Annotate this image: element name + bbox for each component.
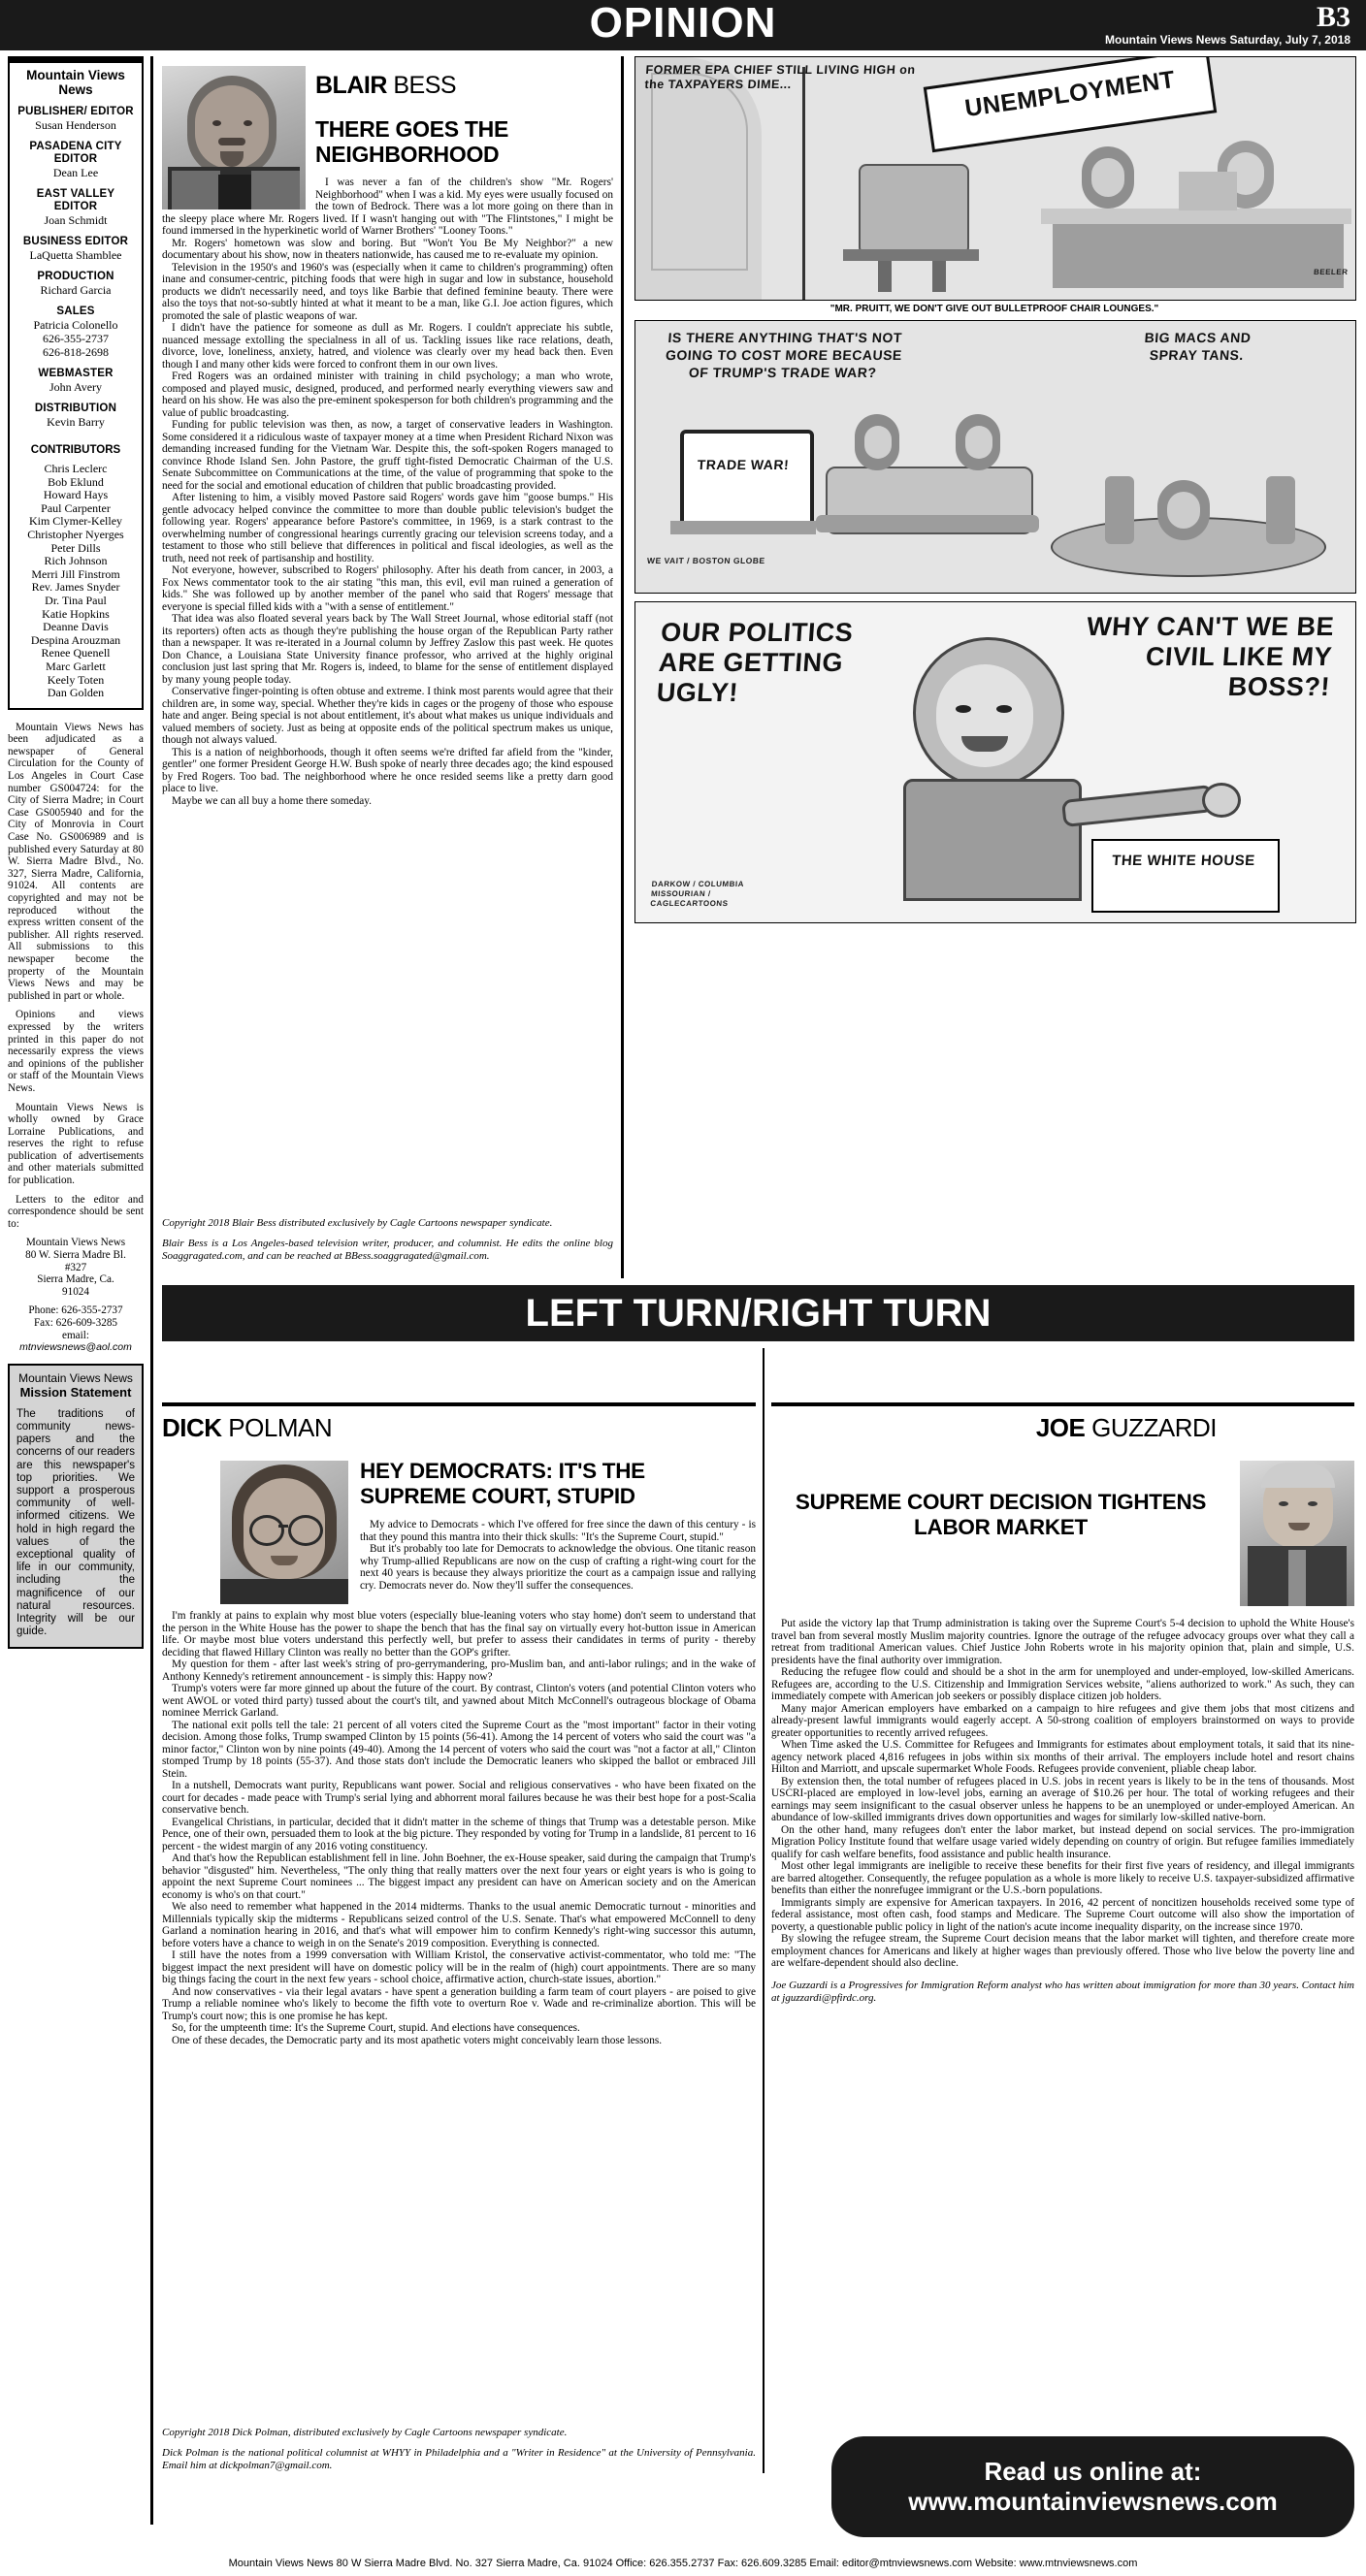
article-paragraph: Most other legal immigrants are ineligible to receive these benefits for their first five years of residency, and illegal immigrants are barred altogether. Consequently, the refugee population as a whole is more likely to receive U.S. taxpayer-subsidized affirmative benefits than either the nonrefugee immigrant or the U.S.-born populations. — [771, 1860, 1354, 1896]
cartoon-trade-war — [634, 320, 1356, 594]
cartoon2-bubble-right: BIG MACS AND SPRAY TANS. — [1144, 330, 1252, 363]
article-paragraph: Put aside the victory lap that Trump administration is taking over the Supreme Court's 5-4 decision to uphold the White House's travel ban from several mostly Muslim majority countries. Ignore the outrage of the refugee advocacy groups over what they call a retreat from traditional American values. Chief Justice John Roberts wrote in his majority opinion that, plain and simple, U.S. presidents have the final authority over immigration. — [771, 1618, 1354, 1666]
dick-polman-article — [162, 1414, 756, 2046]
guzzardi-body — [771, 1618, 1354, 1970]
polman-byline-first: DICK — [162, 1413, 222, 1442]
article-paragraph: Not everyone, however, subscribed to Rogers' philosophy. After his death from cancer, in 2003, a Fox News commentator took to the air stating "this man, this evil, evil man ruined a generation of kids." She was followed up by another member of the panel who said that Rogers' message that everyone is special filled kids with a "with a sense of entitlement." — [162, 564, 613, 613]
polman-copyright: Copyright 2018 Dick Polman, distributed exclusively by Cagle Cartoons newspaper syndicate. — [162, 2427, 568, 2438]
page-header — [0, 0, 1366, 50]
polman-headline: HEY DEMOCRATS: IT'S THE SUPREME COURT, STUPID — [360, 1459, 645, 1508]
article-paragraph: Funding for public television was then, as now, a target of conservative leaders in Washington. Some considered it a ridiculous waste of taxpayer money at a time when President Richard Nixon was demanding increased funding for the Vietnam War. Despite this, the soft-spoken Rogers managed to convince Rhode Island Sen. John Pastore, the gruff tight-fisted Democratic Chairman of the U.S. Senate Subcommittee on Communications at the time, of the value of programming that spoke to the need for the social and emotional education of children that public broadcasting provided. — [162, 419, 613, 492]
article-paragraph: When Time asked the U.S. Committee for Refugees and Immigrants for estimates about employment totals, it said that its nine-agency network placed 4,816 refugees in jobs within six months of their arrival. The employers include hotel and resort chains Hilton and Marriott, and upscale supermarket Whole Foods. Refugees provide convenient, pliable cheap labor. — [771, 1739, 1354, 1775]
guzzardi-byline — [771, 1414, 1354, 1441]
article-paragraph: So, for the umpteenth time: It's the Supreme Court, stupid. And elections have consequences. — [172, 2022, 580, 2034]
address-line-1: Mountain Views News — [25, 1237, 126, 1249]
staff-role: PASADENA CITY EDITOR — [29, 141, 122, 165]
blair-bio: Blair Bess is a Los Angeles-based television writer, producer, and columnist. He edits the online blog Soaggragated.com, and can be reached at BBess.soaggragated@gmail.com. — [162, 1238, 613, 1262]
guzzardi-top-rule — [771, 1402, 1354, 1406]
article-paragraph: By extension then, the total number of refugees placed in U.S. jobs in recent years is likely to be in the tens of thousands. Most USCRI-placed are employed in low-level jobs, earning an average of $10.26 per hour. The total of working refugees and their earnings may seem insignificant to the casual observer unless he happens to be an unemployed or under-employed American. An abundance of low-skilled immigrants drives down opportunities and wages for similarly low-skilled native-born. — [771, 1775, 1354, 1823]
polman-byline-last: POLMAN — [228, 1413, 333, 1442]
article-paragraph: And now conservatives - via their legal avatars - have spent a generation building a farm team of court players - are poised to give Trump a reliable nominee who's likely to become the fifth vote to overturn Roe v. Wade and re-criminalize abortion. This will be Trump's court now; this is one promise he has kept. — [162, 1985, 756, 2022]
cartoon2-tv-text: TRADE WAR! — [697, 457, 790, 472]
section-banner-left-right-turn — [162, 1285, 1354, 1341]
address-line-5: 91024 — [62, 1285, 89, 1298]
contributor-name: Renee Quenell — [41, 646, 111, 660]
staff-name: Kevin Barry — [47, 415, 105, 429]
staff-list — [15, 106, 137, 429]
staff-name: Richard Garcia — [40, 283, 112, 297]
contributor-name: Katie Hopkins — [42, 606, 110, 621]
article-paragraph: My advice to Democrats - which I've offered for free since the dawn of this century - is that they pound this mantra into their thick skulls: "It's the Supreme Court, stupid." — [360, 1519, 756, 1543]
phone-line: Phone: 626-355-2737 — [28, 1304, 123, 1317]
blair-copyright: Copyright 2018 Blair Bess distributed exclusively by Cagle Cartoons newspaper syndicate. — [162, 1217, 553, 1229]
promo-line-1: Read us online at: — [984, 2457, 1202, 2486]
masthead-sidebar — [8, 56, 144, 1649]
article-paragraph: But it's probably too late for Democrats to acknowledge the obvious. One titanic reason why Trump-allied Republicans are now on the cusp of crafting a right-wing court for the next 40 years is because they always prioritize the court as a campaign issue and rallying cry. Democrats never do. Now they'll suffer the consequences. — [360, 1543, 756, 1592]
contributor-name: Chris Leclerc — [44, 462, 108, 475]
blair-bess-article — [162, 58, 613, 807]
contributor-name: Paul Carpenter — [41, 500, 111, 515]
blair-cartoon-divider — [621, 56, 624, 1278]
polman-guzzardi-divider — [763, 1348, 764, 2473]
page-footer: Mountain Views News 80 W Sierra Madre Blvd. No. 327 Sierra Madre, Ca. 91024 Office: 626.355.2737 Fax: 626.609.3285 Email: editor@mtnviewsnews.com Website: www.mtnviewsnews.com — [228, 2558, 1138, 2569]
guzzardi-credits — [771, 1980, 1354, 2005]
contributor-name: Rev. James Snyder — [31, 580, 120, 595]
guzzardi-bio: Joe Guzzardi is a Progressives for Immigration Reform analyst who has written about immigration for more than 30 years. Contact him at jguzzardi@pfirdc.org. — [771, 1979, 1354, 2004]
staff-name: LaQuetta Shamblee — [29, 248, 122, 262]
contributor-name: Howard Hays — [43, 488, 109, 502]
contributor-name: Keely Toten — [47, 672, 105, 687]
cartoon3-text-right: WHY CAN'T WE BE CIVIL LIKE MY BOSS?! — [1086, 612, 1336, 701]
section-banner-text: LEFT TURN/RIGHT TURN — [525, 1292, 992, 1335]
contributor-name: Deanne Davis — [43, 620, 109, 634]
cartoon1-line-text: FORMER EPA CHIEF STILL LIVING HIGH on the TAXPAYERS DIME... — [644, 63, 917, 91]
article-paragraph: Many major American employers have embarked on a campaign to hire refugees and give them jobs that most citizens and already-present lawful immigrants would eagerly accept. A 50-strong coalition of employers brainstormed on ways to provide greater opportunities to recently arrived refugees. — [771, 1702, 1354, 1739]
article-paragraph: Trump's voters were far more ginned up about the future of the court. By contrast, Clinton's voters (and potential Clinton voters who went AWOL or voted third party) tussed about the court's tilt, and yawned about Mitch McConnell's outrageous blockage of Obama nominee Merrick Garland. — [162, 1683, 756, 1719]
joe-guzzardi-article — [771, 1414, 1354, 2012]
cartoon3-signature: DARKOW / COLUMBIA MISSOURIAN / CAGLECARTOONS — [650, 880, 744, 908]
article-paragraph: I didn't have the patience for someone as dull as Mr. Rogers. I couldn't appreciate his subtle, nuanced message extolling the specialness in all of us. Tackling issues like race relations, death, divorce, love, loneliness, anxiety, hatred, and violence was clearly over my head back then. Even though I and many other kids were forced to confront them in our own lives. — [162, 322, 613, 370]
polman-credits — [162, 2427, 756, 2480]
article-paragraph: Immigrants simply are expensive for American taxpayers. In 2016, 42 percent of noncitizen households received some type of federal assistance, most often cash, food stamps and Medicare. The Supreme Court outcome will also show the importation of poverty, a questionable public policy in light of the nation's acute income inequality disparity, on the increase since 1970. — [771, 1896, 1354, 1933]
fax-line: Fax: 626-609-3285 — [33, 1317, 118, 1329]
contributor-name: Kim Clymer-Kelley — [28, 514, 123, 529]
guzzardi-headline: SUPREME COURT DECISION TIGHTENS LABOR MARKET — [795, 1490, 1207, 1539]
cartoon-pruitt-unemployment — [634, 56, 1356, 301]
cartoon-civil-politics — [634, 601, 1356, 923]
staff-name: Patricia Colonello 626-355-2737 626-818-2698 — [33, 318, 118, 359]
article-paragraph: One of these decades, the Democratic party and its most apathetic voters might conceivably learn those lessons. — [172, 2034, 663, 2046]
article-paragraph: I'm frankly at pains to explain why most blue voters (especially blue-leaning voters who stay home) don't seem to understand that the person in the White House has the power to shape the bench that has the final say on virtually every hot-button issue in American life. Or maybe most blue voters understand this perfectly well, but prefer to assess their candidates in terms of purity - thereby deciding that flawed Hillary Clinton was really no better than the GOP's grifter. — [162, 1610, 756, 1658]
dick-polman-portrait — [220, 1461, 348, 1604]
page-number: B3 — [1316, 1, 1350, 33]
staff-role: PUBLISHER/ EDITOR — [17, 106, 134, 117]
email-label: email: — [62, 1329, 89, 1341]
contributor-name: Marc Garlett — [46, 659, 106, 673]
polman-bio: Dick Polman is the national political columnist at WHYY in Philadelphia and a "Writer in Residence" at the University of Pennsylvania. Email him at dickpolman7@gmail.com. — [162, 2447, 756, 2471]
cartoon3-sign-text: THE WHITE HOUSE — [1111, 853, 1256, 869]
staff-box — [8, 56, 144, 710]
promo-line-2[interactable]: www.mountainviewsnews.com — [908, 2487, 1278, 2516]
mission-line-1: Mountain Views News — [18, 1370, 133, 1385]
polman-lead — [360, 1519, 756, 1592]
address-line-4: Sierra Madre, Ca. — [37, 1273, 114, 1286]
article-paragraph: Evangelical Christians, in particular, decided that it didn't matter in the scheme of things that Trump was a detestable person. Mike Pence, one of their own, persuaded them to look at the big picture. They responded by voting for Trump in a landslide, 81 percent to 16 percent - the widest margin of any 2016 voting constituency. — [162, 1816, 756, 1852]
staff-role: WEBMASTER — [38, 368, 114, 379]
cartoon2-signature: WE VAIT / BOSTON GLOBE — [646, 556, 766, 565]
guzzardi-byline-first: JOE — [1035, 1413, 1086, 1442]
contributors-list — [15, 463, 137, 700]
polman-body — [162, 1610, 756, 2046]
cartoon1-sign-text: UNEMPLOYMENT — [962, 65, 1178, 123]
blair-bess-headline: THERE GOES THE NEIGHBORHOOD — [315, 116, 508, 167]
blair-bess-portrait — [162, 66, 306, 209]
contributor-name: Dan Golden — [47, 686, 105, 700]
guzzardi-byline-last: GUZZARDI — [1091, 1413, 1217, 1442]
staff-role: SALES — [56, 306, 95, 317]
sidebar-divider — [150, 56, 153, 2525]
cartoon1-signature: BEELER — [1313, 268, 1349, 276]
staff-role: EAST VALLEY EDITOR — [36, 188, 115, 212]
article-paragraph: We also need to remember what happened in the 2014 midterms. Thanks to the usual anemic Democratic turnout - minorities and Millennials typically skip the midterms - Republicans seized control of the U.S. Senate. That's what empowered McConnell to deny Garland a nomination hearing in 2016, and that's what will empower him to confirm Kennedy's right-wing successor this autumn, before voters have a chance to weigh in on the Senate's 2019 composition. Everything is connected. — [162, 1901, 756, 1949]
article-paragraph: On the other hand, many refugees don't enter the labor market, but instead depend on social services. The pro-immigration Migration Policy Institute found that welfare usage varied widely depending on country of origin. But refugee families immediately qualify for cash welfare benefits, food assistance and public health insurance. — [771, 1823, 1354, 1860]
mission-statement-box — [8, 1364, 144, 1650]
staff-role: PRODUCTION — [37, 271, 114, 282]
polman-byline — [162, 1414, 756, 1441]
legal-para-3: Mountain Views News is wholly owned by Grace Lorraine Publications, and reserves the right to refuse publication of advertisements and other materials submitted for publication. — [8, 1101, 144, 1187]
address-line-3: #327 — [64, 1261, 87, 1273]
contributor-name: Despina Arouzman — [30, 632, 121, 647]
article-paragraph: Reducing the refugee flow could and should be a shot in the arm for unemployed and under-employed, low-skilled Americans. Refugees are, according to the U.S. Citizenship and Immigration Services website, "aliens authorized to work." As such, they can immediately compete with American job seekers or possibly displace citizen job holders. — [771, 1666, 1354, 1702]
staff-name: John Avery — [49, 380, 103, 394]
article-paragraph: Mr. Rogers' hometown was slow and boring. But "Won't You Be My Neighbor?" a new documentary about his show, now in theaters nationwide, has caused me to re-evaluate my opinion. — [162, 237, 613, 261]
staff-role: DISTRIBUTION — [34, 402, 117, 414]
article-paragraph: My question for them - after last week's string of pro-gerrymandering, pro-Muslim ban, and anti-labor rulings; and in the wake of Anthony Kennedy's retirement announcement - is simply this: Happy now? — [162, 1658, 756, 1683]
polman-top-rule — [162, 1402, 756, 1406]
cartoon-pruitt-caption: "MR. PRUITT, WE DON'T GIVE OUT BULLETPROOF CHAIR LOUNGES." — [829, 304, 1159, 314]
article-paragraph: By slowing the refugee stream, the Supreme Court decision means that the labor market will tighten, and therefore create more employment chances for Americans and likely at higher wages than previously offered. Those who live below the poverty line and are welfare-dependent should also decline. — [771, 1933, 1354, 1969]
article-paragraph: Maybe we can all buy a home there someday. — [172, 794, 372, 807]
legal-para-4: Letters to the editor and correspondence should be sent to: — [8, 1193, 144, 1230]
contributor-name: Christopher Nyerges — [27, 527, 124, 541]
blair-bess-body — [162, 177, 613, 807]
mission-body: The traditions of community news-papers and the concerns of our readers are this newspaper's top priorities. We support a prosperous community of well-informed citizens. We hold in high regard the values of the exceptional quality of life in our community, including the magnificence of our natural resources. Integrity will be our guide. — [16, 1407, 135, 1638]
article-paragraph: That idea was also floated several years back by The Wall Street Journal, whose editorial staff (not its reporters) often acts as though they're publishing the house organ of the Republican Party rather than a newspaper. It was re-iterated in a Journal column by Jeffrey Zaslow this past week. He quotes Don Chance, a Louisiana State University finance professor, who arrived at the highly original conclusion just last spring that Mr. Rogers is, indeed, to blame for the sense of entitlement displayed by many young people today. — [162, 613, 613, 686]
contributor-name: Bob Eklund — [48, 474, 104, 489]
contributor-name: Peter Dills — [50, 540, 101, 555]
joe-guzzardi-portrait — [1240, 1461, 1354, 1606]
staff-name: Dean Lee — [52, 166, 99, 179]
read-online-promo[interactable] — [831, 2436, 1354, 2537]
staff-name: Susan Henderson — [35, 118, 116, 132]
article-paragraph: Television in the 1950's and 1960's was (especially when it came to children's programming) often inane and consumer-centric, pitching foods that were high in sugar and low in substance, household products we didn't necessarily need, and toys like Barbie that defined feminine beauty. There were also the toys that not-so-subtly hinted at what it meant to be a man, like G.I. Joe action figures, which promoted the sale of plastic weapons of war. — [162, 261, 613, 322]
cartoon2-bubble-left: IS THERE ANYTHING THAT'S NOT GOING TO COST MORE BECAUSE OF TRUMP'S TRADE WAR? — [665, 330, 903, 380]
article-paragraph: Conservative finger-pointing is often obtuse and extreme. I think most parents would agree that their children are, in some way, special. Whether they're kids in cages or the progeny of those who espouse hate and anger. Being special is not about entitlement, it's about what makes us unique individuals and valued members of society. Just as being at opposite ends of the political spectrum makes us unique, though not always valued. — [162, 686, 613, 746]
section-title: OPINION — [589, 0, 777, 47]
contributors-heading: CONTRIBUTORS — [30, 444, 121, 456]
cartoon3-text-left: OUR POLITICS ARE GETTING UGLY! — [655, 618, 855, 707]
staff-role: BUSINESS EDITOR — [22, 236, 129, 247]
blair-bess-credits — [162, 1217, 613, 1271]
article-paragraph: After listening to him, a visibly moved Pastore said Rogers' words gave him "goose bumps." His gentle advocacy helped convince the committee to more than double public television's budget the following year. Rogers' appearance before Pastore's committee, in 1969, is a stark contrast to the overwhelming number of congressional hearings currently gracing our television screens today, and a testament to those who still believe that differences in political and fiscal ideologies, as well as the truth, need not reek of partisanship and hostility. — [162, 492, 613, 564]
legal-para-2: Opinions and views expressed by the writers printed in this paper do not necessarily express the views and opinions of the publisher or staff of the Mountain Views News. — [8, 1009, 144, 1094]
article-paragraph: I was never a fan of the children's show "Mr. Rogers' Neighborhood" when I was a kid. My eyes were usually focused on the town of Bedrock. There was a lot more going on there than in the sleepy place where Mr. Rogers lived. If I wasn't hanging out with "The Flintstones," I might be found immersed in the hyperkinetic world of Warner Brothers' "Looney Toons." — [162, 177, 613, 237]
email-address[interactable]: mtnviewsnews@aol.com — [19, 1341, 132, 1354]
legal-para-1: Mountain Views News has been adjudicated as a newspaper of General Circulation for the County of Los Angeles in Court Case number GS004724: for the City of Sierra Madre; in Court Case GS005940 and for the City of Monrovia in Court Case No. GS006989 and is published every Saturday at 80 W. Sierra Madre Blvd., No. 327, Sierra Madre, California, 91024. All contents are copyrighted and may not be reproduced without the express written consent of the publisher. All rights reserved. All submissions to this newspaper become the property of the Mountain Views News and may be published in part or whole. — [8, 721, 144, 1002]
article-paragraph: And that's how the Republican establishment fell in line. John Boehner, the ex-House speaker, said during the campaign that Trump's behavior "disgusted" him. Nevertheless, "The only thing that really matters over the next four years or eight years is who is going to appoint the next Supreme Court nominees ... The biggest impact any president can have on American society and on the American economy is who's on that court." — [162, 1852, 756, 1901]
masthead-title: Mountain Views News — [26, 68, 125, 97]
blair-byline-first: BLAIR — [315, 72, 387, 99]
article-paragraph: Fred Rogers was an ordained minister with training in child psychology; a man who wrote, composed and played music, designed, produced, and performed nearly everything viewers saw and heard on his show. He was also the pre-eminent spokesperson for both children's programming and the value of public broadcasting. — [162, 370, 613, 419]
legal-text — [8, 722, 144, 1354]
article-paragraph: The national exit polls tell the tale: 21 percent of all voters cited the Supreme Court as the "most important" factor in their voting decision. Among those folks, Trump swamped Clinton by 15 points (56-41). Among the 14 percent of voters who said the court was "a minor factor," Clinton won by nine points (49-40). Among the 14 percent of voters who said the court was "not a factor at all," Clinton stomped Trump by 18 points (55-37). And those stats don't include the Democratic leaners who skipped the ballot or embraced Jill Stein. — [162, 1719, 756, 1780]
article-paragraph: I still have the notes from a 1999 conversation with William Kristol, the conservative activist-commentator, who told me: "The biggest impact the next president will have on domestic policy will be in the realm of (high) court appointments. There are so many big things facing the court in the next few years - school choice, affirmative action, church-state issues, abortion." — [162, 1949, 756, 1985]
contributor-name: Rich Johnson — [44, 554, 108, 568]
staff-name: Joan Schmidt — [44, 213, 108, 227]
mission-line-2: Mission Statement — [19, 1384, 132, 1400]
contributor-name: Merri Jill Finstrom — [31, 566, 120, 581]
article-paragraph: In a nutshell, Democrats want purity, Republicans want power. Social and religious conservatives - who have been fixated on the court for decades - made peace with Trump's serial lying and abhorrent moral failures because he was their best hope for a post-Scalia conservative bench. — [162, 1780, 756, 1816]
article-paragraph: This is a nation of neighborhoods, though it often seems we're drifted far afield from the "kinder, gentler" one former President George H.W. Bush spoke of nearly three decades ago; the kind espoused by Fred Rogers. Too bad. The neighborhood where he once resided seems like a pretty darn good place to live. — [162, 746, 613, 794]
blair-byline-last: BESS — [393, 72, 457, 99]
address-line-2: 80 W. Sierra Madre Bl. — [25, 1249, 126, 1262]
contributor-name: Dr. Tina Paul — [45, 593, 107, 607]
dateline: Mountain Views News Saturday, July 7, 2018 — [1105, 33, 1350, 47]
